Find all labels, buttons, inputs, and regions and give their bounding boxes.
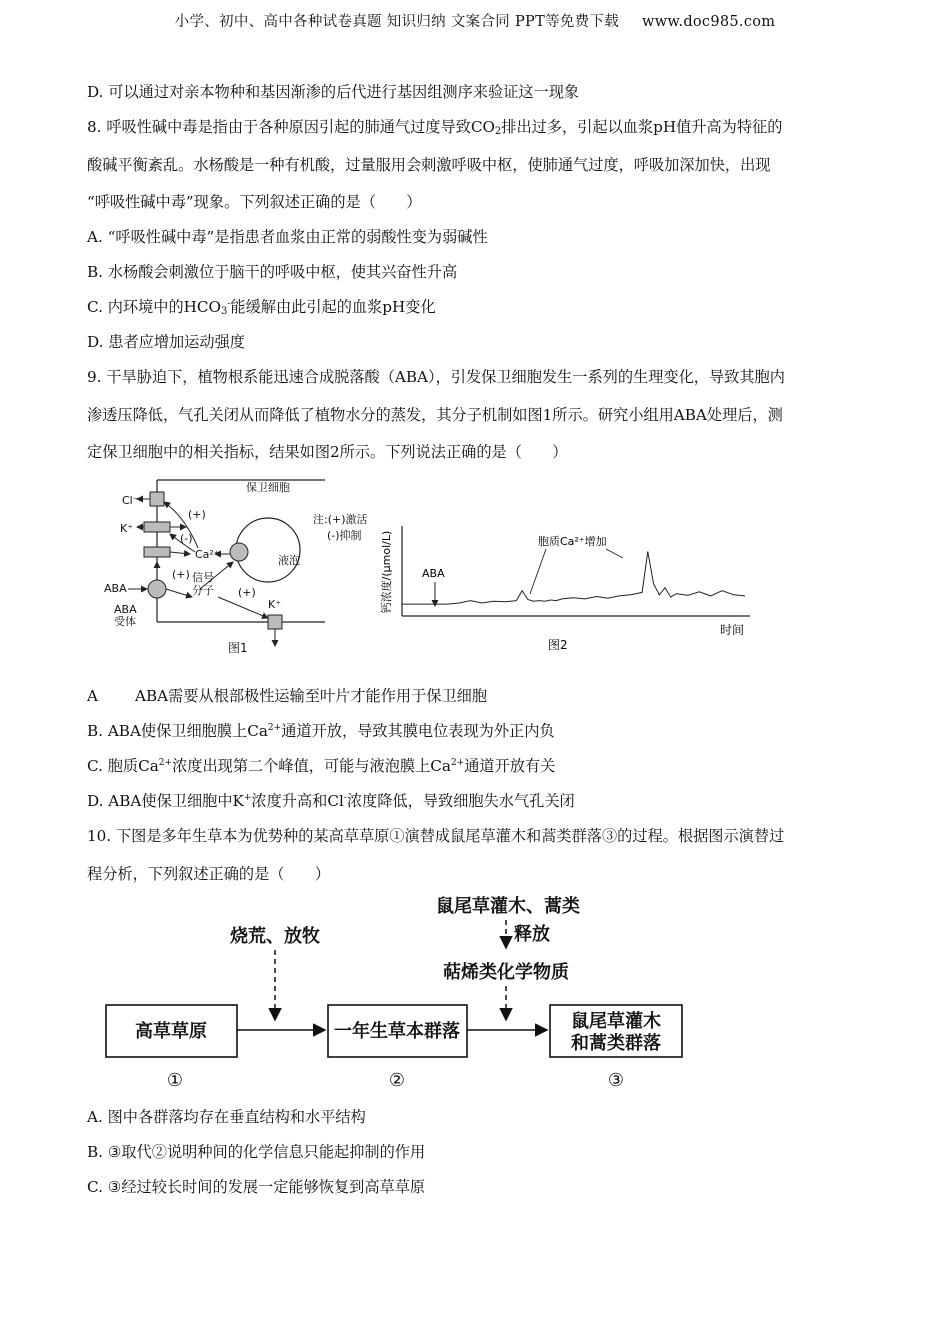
num-1: ① bbox=[166, 1070, 184, 1091]
label-cl: Cl⁻ bbox=[122, 494, 139, 507]
label-inhibit: (-) bbox=[180, 532, 193, 545]
factor2-line2: 释放 bbox=[514, 924, 550, 945]
figure-1-note bbox=[313, 512, 368, 544]
q8-option-d: D. 患者应增加运动强度 bbox=[87, 333, 245, 351]
box3-label-line1: 鼠尾草灌木 bbox=[571, 1011, 661, 1032]
note-line2: (-)抑制 bbox=[327, 529, 362, 542]
q7-option-d: D. 可以通过对亲本物种和基因渐渗的后代进行基因组测序来验证这一现象 bbox=[87, 83, 580, 101]
q10-option-c: C. ③经过较长时间的发展一定能够恢复到高草草原 bbox=[87, 1178, 426, 1196]
figure-1-caption: 图1 bbox=[228, 641, 248, 655]
q10-stem-line2: 程分析，下列叙述正确的是（ ） bbox=[87, 865, 330, 883]
q8-stem-line1: 8. 呼吸性碱中毒是指由于各种原因引起的肺通气过度导致$CO_2$排出过多，引起以血浆pH值升高为特征的 bbox=[87, 118, 783, 137]
q8-option-c: C. 内环境中的$HCO_3^-$能缓解由此引起的血浆pH变化 bbox=[87, 298, 436, 317]
factor2-line1: 鼠尾草灌木、蒿类 bbox=[436, 896, 580, 917]
label-receptor-2: 受体 bbox=[114, 615, 136, 628]
q10-option-b: B. ③取代②说明种间的化学信息只能起抑制的作用 bbox=[87, 1143, 426, 1161]
q9-stem-line1: 9. 干旱胁迫下，植物根系能迅速合成脱落酸（ABA），引发保卫细胞发生一系列的生理变化，导致其胞内 bbox=[87, 368, 785, 386]
label-vacuole: 液泡 bbox=[278, 554, 300, 567]
header-text: 小学、初中、高中各种试卷真题 知识归纳 文案合同 PPT等免费下载 bbox=[174, 14, 620, 30]
figure-2-chart bbox=[380, 518, 772, 660]
q9-option-b: B. ABA使保卫细胞膜上$Ca^{2+}$通道开放，导致其膜电位表现为外正内负 bbox=[87, 722, 555, 740]
box2-label: 一年生草本群落 bbox=[334, 1021, 460, 1042]
q8-option-b: B. 水杨酸会刺激位于脑干的呼吸中枢，使其兴奋性升高 bbox=[87, 263, 458, 281]
label-ca: Ca²⁺ bbox=[195, 548, 220, 561]
q9-option-a: A ABA需要从根部极性运输至叶片才能作用于保卫细胞 bbox=[87, 687, 488, 705]
calcium-series-line bbox=[402, 551, 745, 604]
box3-label-line2: 和蒿类群落 bbox=[571, 1033, 661, 1054]
label-signal-1: 信号 bbox=[192, 571, 214, 584]
label-activate-1: (+) bbox=[188, 508, 206, 521]
annotation-ca-increase: 胞质Ca²⁺增加 bbox=[538, 535, 607, 548]
k-channel-bottom bbox=[268, 615, 282, 629]
succession-diagram bbox=[100, 890, 700, 1095]
cl-channel bbox=[150, 492, 164, 506]
q10-stem-line1: 10. 下图是多年生草本为优势种的某高草草原①演替成鼠尾草灌木和蒿类群落③的过程。根据图示演替过 bbox=[87, 827, 785, 845]
figure-2-caption: 图2 bbox=[548, 638, 568, 652]
note-line1: 注:(+)激活 bbox=[313, 513, 368, 526]
header-url[interactable]: www.doc985.com bbox=[642, 14, 776, 30]
factor1-label: 烧荒、放牧 bbox=[230, 926, 320, 947]
label-activate-3: (+) bbox=[238, 586, 256, 599]
q10-option-a: A. 图中各群落均存在垂直结构和水平结构 bbox=[87, 1108, 366, 1126]
annotation-aba: ABA bbox=[422, 567, 445, 580]
label-receptor-1: ABA bbox=[114, 603, 137, 616]
label-aba: ABA bbox=[104, 582, 127, 595]
q9-option-d: D. ABA使保卫细胞中K+浓度升高和Cl-浓度降低，导致细胞失水气孔关闭 bbox=[87, 792, 575, 810]
num-3: ③ bbox=[607, 1070, 625, 1091]
label-k-bottom: K⁺ bbox=[268, 598, 282, 611]
factor2-line3: 萜烯类化学物质 bbox=[443, 962, 569, 983]
label-guard-cell: 保卫细胞 bbox=[246, 481, 290, 494]
label-activate-2: (+) bbox=[172, 568, 190, 581]
aba-receptor bbox=[148, 580, 166, 598]
y-axis-label: 钙浓度/(μmol/L) bbox=[380, 530, 393, 614]
q9-option-c: C. 胞质$Ca^{2+}$浓度出现第二个峰值，可能与液泡膜上$Ca^{2+}$通道开放有关 bbox=[87, 757, 556, 775]
k-channel-top bbox=[144, 522, 170, 532]
x-axis-label: 时间 bbox=[720, 623, 745, 637]
q9-stem-line2: 渗透压降低，气孔关闭从而降低了植物水分的蒸发，其分子机制如图1所示。研究小组用ABA处理后，测 bbox=[87, 406, 783, 424]
ca-channel bbox=[144, 547, 170, 557]
q8-stem-line2: 酸碱平衡紊乱。水杨酸是一种有机酸，过量服用会刺激呼吸中枢，使肺通气过度，呼吸加深加快，出现 bbox=[87, 156, 771, 174]
num-2: ② bbox=[388, 1070, 406, 1091]
label-signal-2: 分子 bbox=[192, 584, 214, 597]
page-header bbox=[0, 10, 950, 31]
q8-option-a: A. “呼吸性碱中毒”是指患者血浆由正常的弱酸性变为弱碱性 bbox=[87, 228, 488, 246]
label-k-top: K⁺ bbox=[120, 522, 134, 535]
q8-stem-line3: “呼吸性碱中毒”现象。下列叙述正确的是（ ） bbox=[87, 193, 422, 211]
vacuole-ca-channel bbox=[230, 543, 248, 561]
box1-label: 高草草原 bbox=[135, 1021, 207, 1042]
figure-1-mechanism bbox=[100, 472, 385, 662]
q9-stem-line3: 定保卫细胞中的相关指标，结果如图2所示。下列说法正确的是（ ） bbox=[87, 443, 568, 461]
